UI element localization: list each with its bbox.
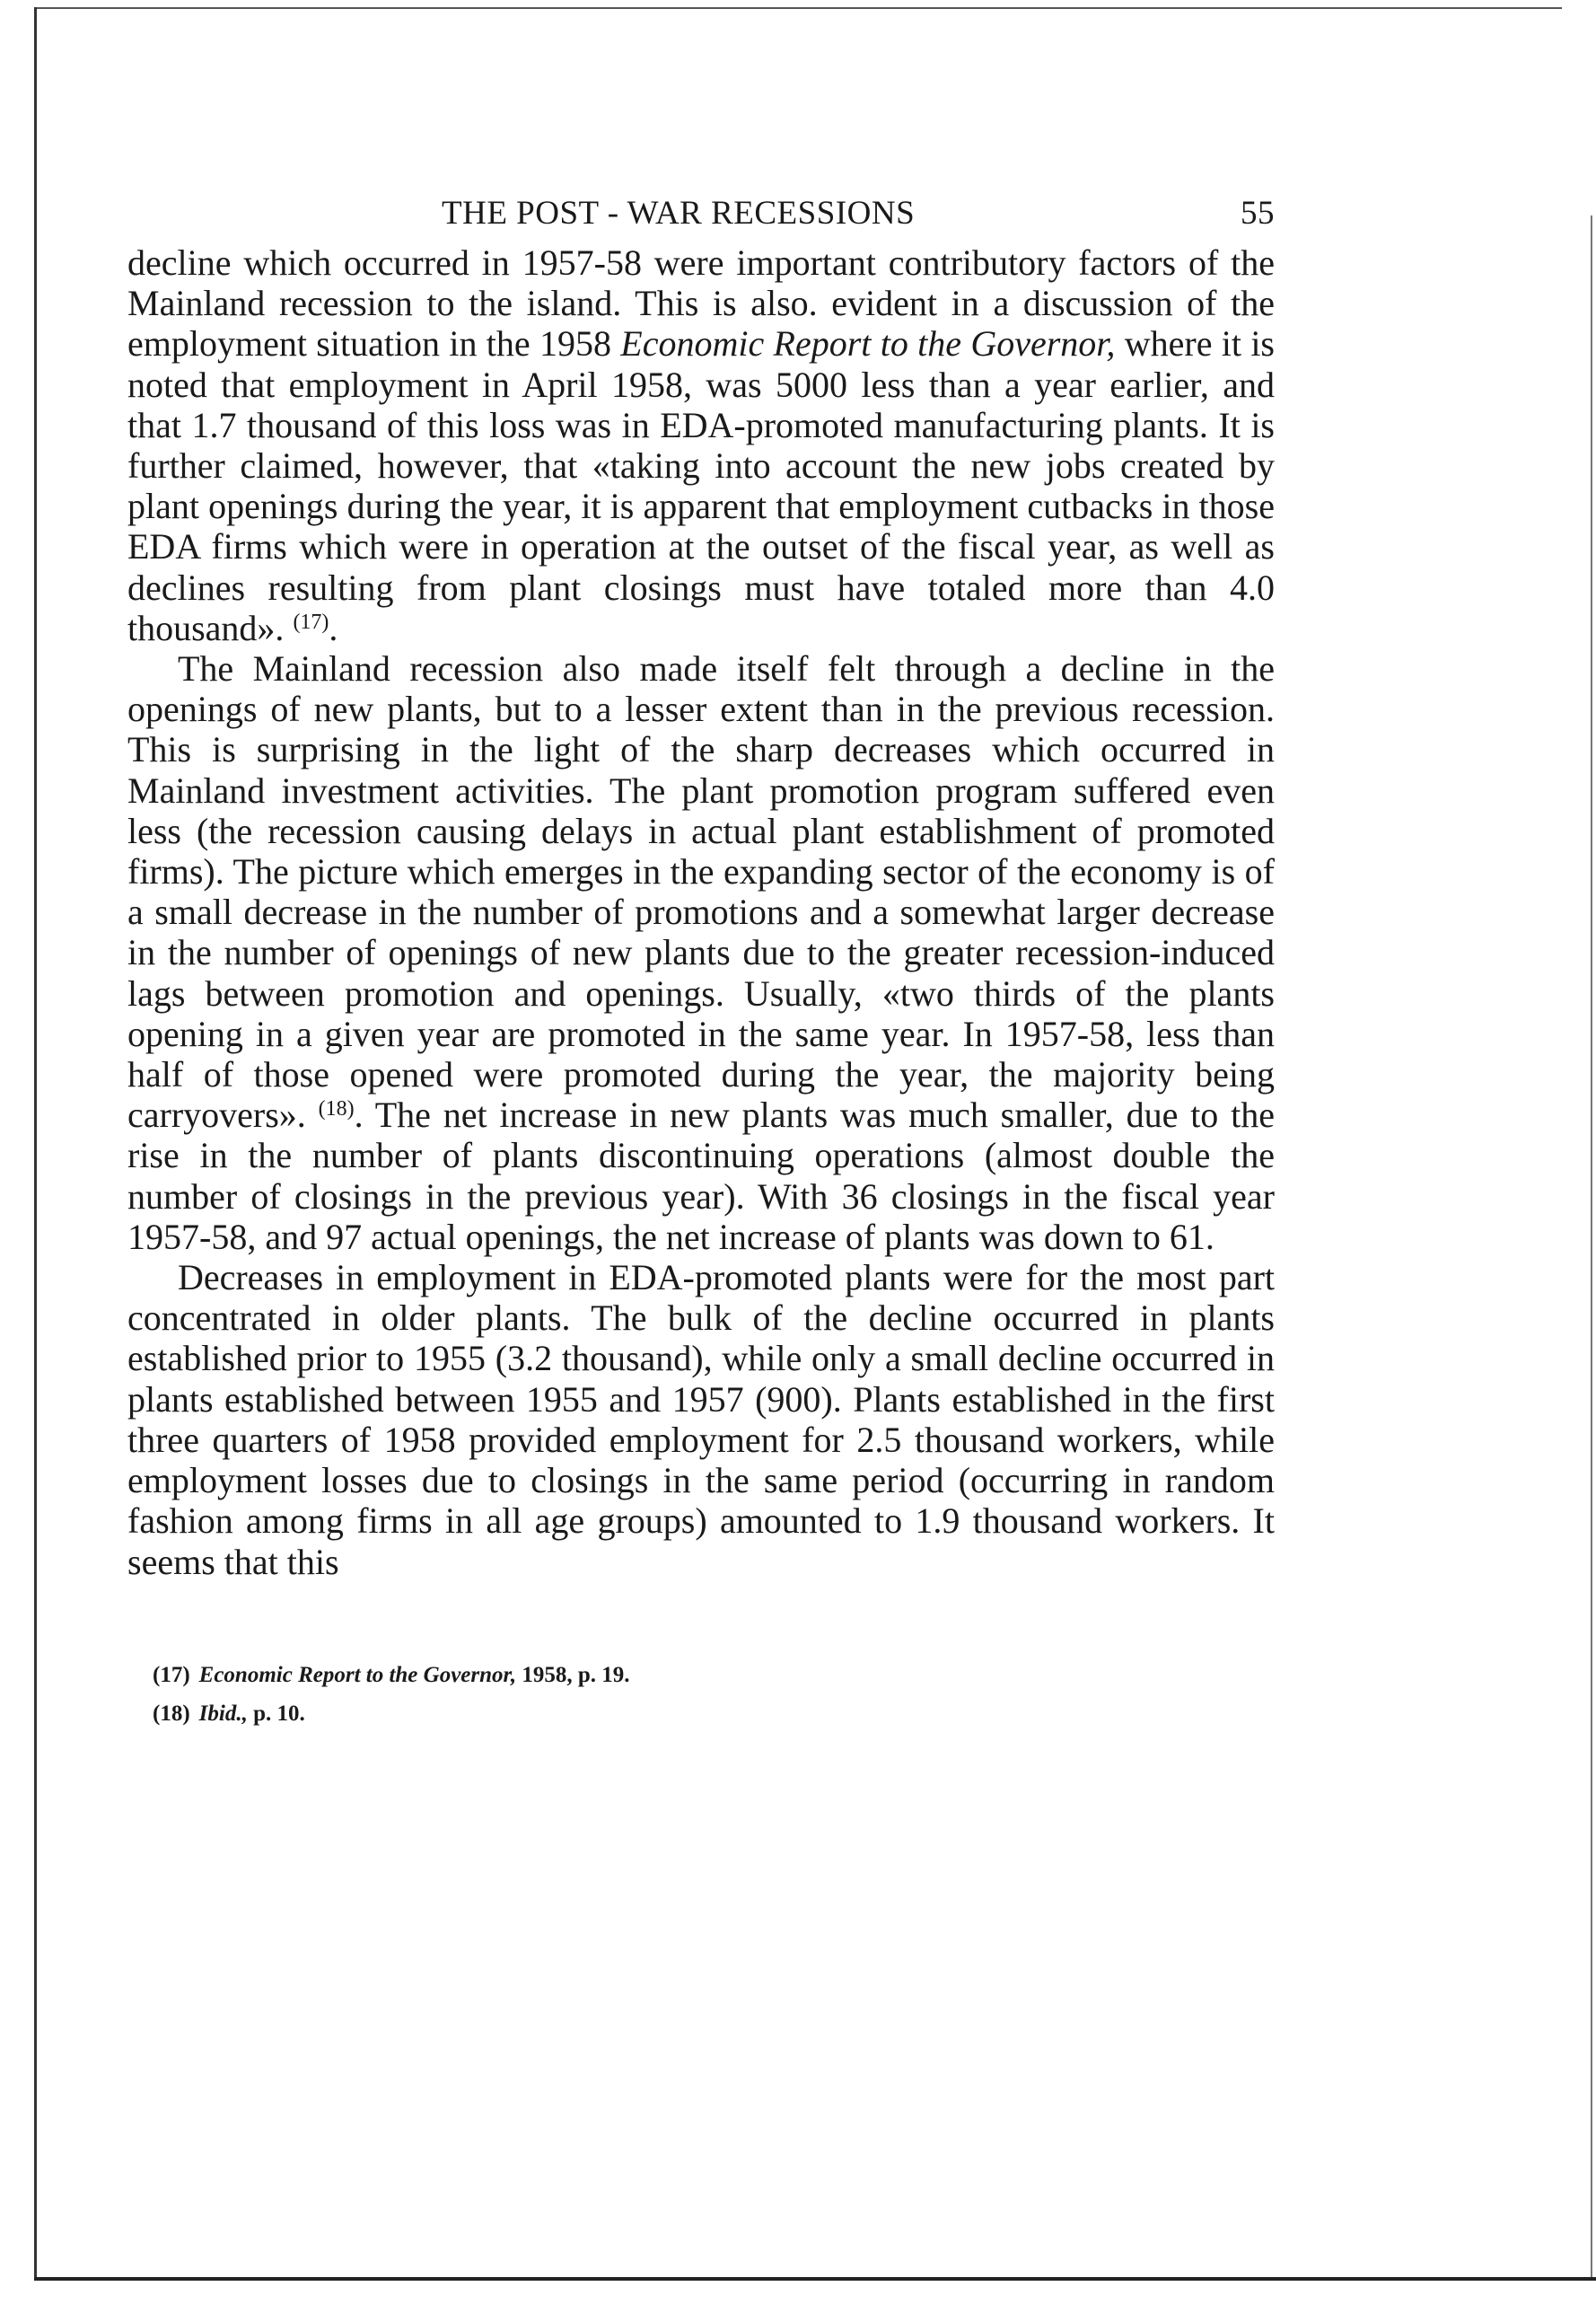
running-head xyxy=(127,189,1275,242)
footnote-number: (18) xyxy=(153,1701,190,1726)
body-text xyxy=(127,242,1275,1582)
paragraph-1-end: . xyxy=(329,607,338,648)
paragraph-3-text: Decreases in employment in EDA-promoted plants were for the most part concentrated in older plants. The bulk of the decline occurred in plants established prior to 1955 (3.2 thousand), while only a small decline occurred in plants established between 1955 and 1957 (900). Plants established in the first three quarters of 1958 provided employment for 2.5 thousand workers, while employment losses due to closings in the same period (occurring in random fashion among firms in all age groups) amounted to 1.9 thousand workers. It seems that this xyxy=(127,1257,1275,1582)
footnote-text: 1958, p. 19. xyxy=(516,1662,630,1687)
paragraph-1-text-b: where it is noted that employment in April 1958, was 5000 less than a year earlier, and that 1.7 thousand of this loss was in EDA-promoted manufacturing plants. It is further claimed, however, that «taking into account the new jobs created by plant openings during the year, it is apparent that employment cutbacks in those EDA firms which were in operation at the outset of the fiscal year, as well as declines resulting from plant closings must have totaled more than 4.0 thousand». xyxy=(127,323,1276,648)
footnotes xyxy=(127,1656,1275,1733)
page-number: 55 xyxy=(1241,195,1275,232)
footnote-ref-17[interactable]: (17) xyxy=(293,610,329,634)
scan-border-right xyxy=(1591,215,1592,2277)
footnote-17 xyxy=(153,1656,1275,1694)
book-page xyxy=(127,189,1275,1733)
footnote-italic-title: Ibid., xyxy=(198,1701,248,1726)
paragraph-1-italic-title: Economic Report to the Governor, xyxy=(620,323,1116,365)
paragraph-2-text-a: The Mainland recession also made itself felt through a decline in the openings of new plants, but to a lesser extent than in the previous recession. This is surprising in the light of the sharp decreases which occurred in Mainland investment activities. The plant promotion program suffered even less (the recession causing delays in actual plant establishment of promoted firms). The picture which emerges in the expanding sector of the economy is of a small decrease in the number of promotions and a somewhat larger decrease in the number of openings of new plants due to the greater recession-induced lags between promotion and openings. Usually, «two thirds of the plants opening in a given year are promoted in the same year. In 1957-58, less than half of those opened were promoted during the year, the majority being carryovers». xyxy=(127,648,1275,1136)
footnote-18 xyxy=(153,1694,1275,1733)
scan-border-top xyxy=(36,7,1562,9)
paragraph-1-text-a: decline which occurred in 1957-58 were important contributory factors of the Mainland recession to the island. This is also. evident in a discussion of the employment situation in the 1958 xyxy=(127,242,1275,365)
scan-border-bottom xyxy=(34,2277,1596,2281)
paragraph-1 xyxy=(127,242,1275,648)
paragraph-3 xyxy=(127,1257,1275,1582)
footnote-ref-18[interactable]: (18) xyxy=(318,1097,355,1121)
footnote-italic-title: Economic Report to the Governor, xyxy=(198,1662,517,1687)
paragraph-2-text-b: . The net increase in new plants was much smaller, due to the rise in the number of plants discontinuing operations (almost double the number of closings in the previous year). With 36 closings in the fiscal year 1957-58, and 97 actual openings, the net increase of plants was down to 61. xyxy=(127,1095,1275,1257)
running-head-title: THE POST - WAR RECESSIONS xyxy=(442,195,916,232)
footnote-number: (17) xyxy=(153,1662,190,1687)
footnote-text: p. 10. xyxy=(247,1701,305,1726)
scan-border-left xyxy=(34,7,37,2279)
paragraph-2 xyxy=(127,648,1275,1257)
